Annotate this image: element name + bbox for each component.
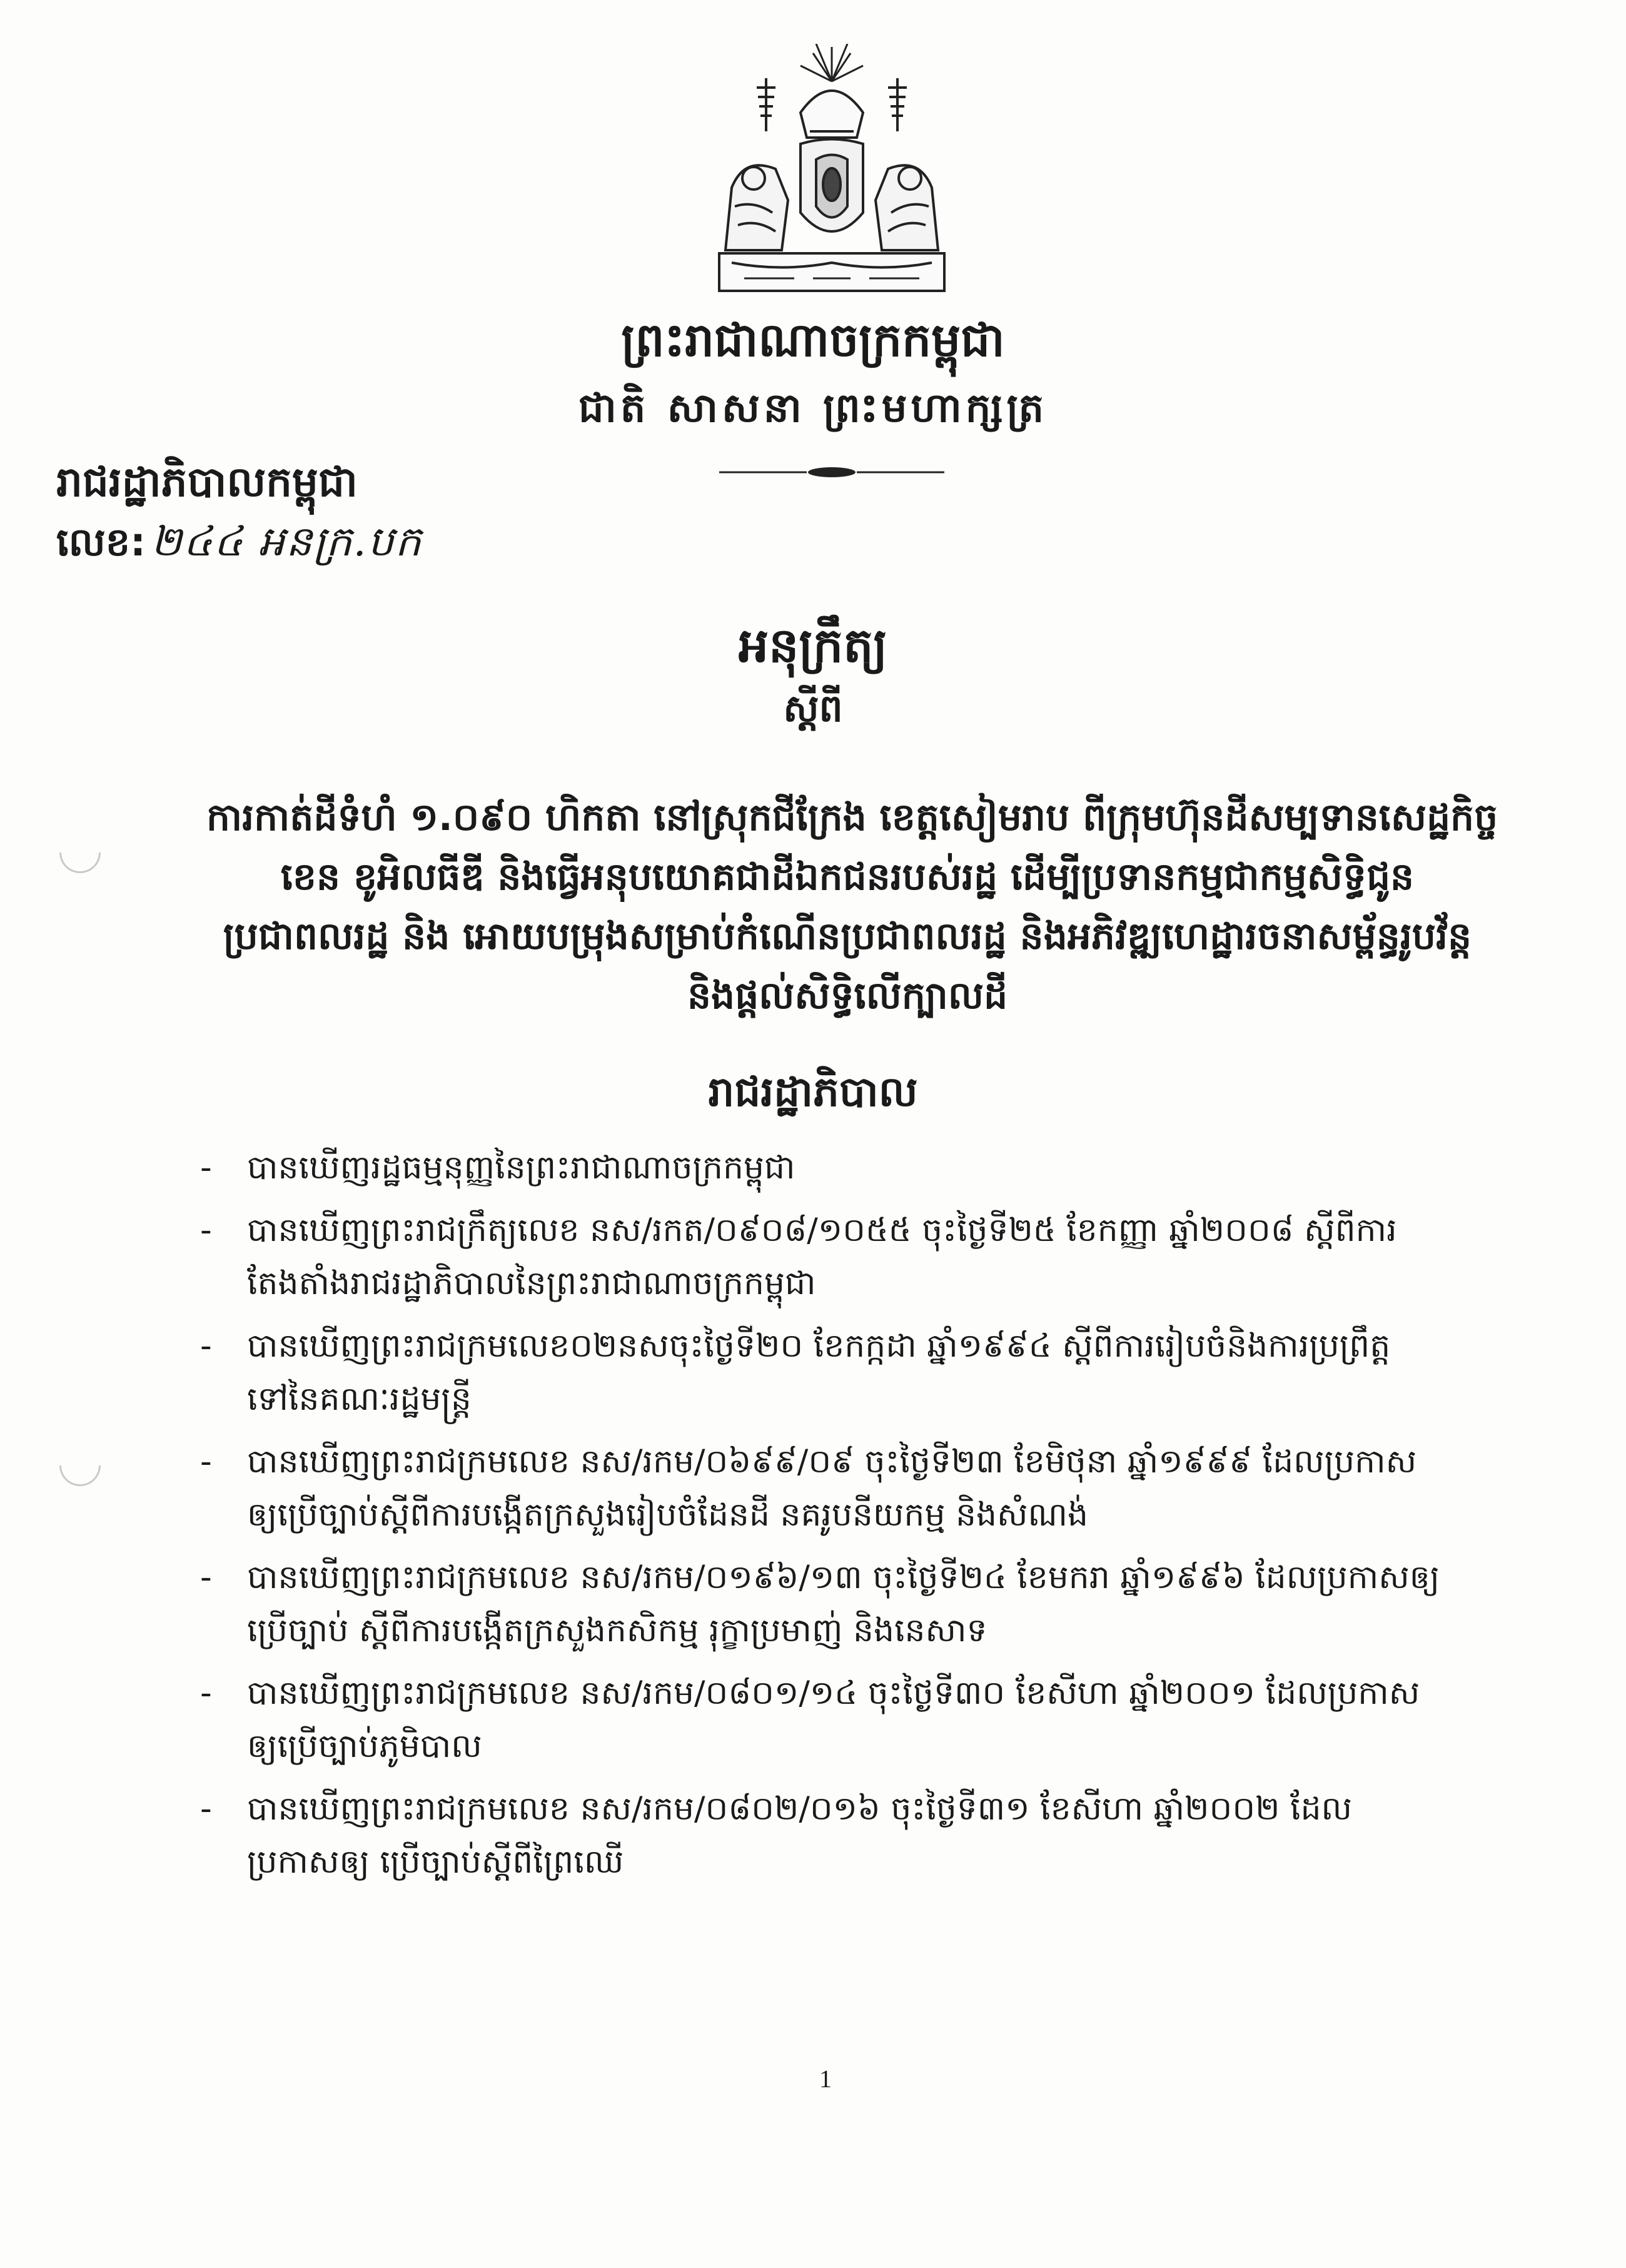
list-dash: - [200, 1674, 212, 1712]
kingdom-title: ព្រះរាជាណាចក្រកម្ពុជា [621, 313, 1005, 367]
document-number-value: ២៤៤ អនក្រ.បក [150, 517, 423, 565]
list-dash: - [200, 1149, 212, 1187]
document-number [56, 516, 422, 576]
consideration-line: ឲ្យប្រើច្បាប់ស្តីពីការបង្កើតក្រសួងរៀបចំដែនដី នគរូបនីយកម្ម និងសំណង់ [247, 1496, 1088, 1534]
consideration-item [200, 1783, 1482, 1889]
consideration-line: បានឃើញព្រះរាជក្រមលេខ នស/រកម/០៨០២/០១៦ ចុះថ្ងៃទី៣១ ខែសីហា ឆ្នាំ២០០២ ដែល [247, 1790, 1353, 1828]
considerations-list [200, 1142, 1482, 1898]
list-dash: - [200, 1790, 212, 1828]
document-subject [206, 788, 1498, 1026]
consideration-line: បានឃើញព្រះរាជក្រឹត្យលេខ នស/រកត/០៩០៨/១០៥៥ ចុះថ្ងៃទី២៥ ខែកញ្ញា ឆ្នាំ២០០៨ ស្តីពីការ [247, 1212, 1397, 1249]
list-dash: - [200, 1443, 212, 1481]
consideration-item [200, 1667, 1482, 1773]
document-type-title: អនុក្រឹត្យ [738, 617, 888, 673]
consideration-item [200, 1551, 1482, 1658]
punch-hole-mark [51, 823, 109, 881]
issuer-heading: រាជរដ្ឋាភិបាល [708, 1068, 918, 1116]
subject-line: និងផ្តល់សិទ្ធិលើក្បាលដី [687, 974, 1008, 1018]
consideration-line: តែងតាំងរាជរដ្ឋាភិបាលនៃព្រះរាជាណាចក្រកម្ពុជា [247, 1265, 816, 1302]
consideration-item [200, 1204, 1482, 1310]
punch-hole-mark [51, 1436, 109, 1494]
consideration-item [200, 1320, 1482, 1426]
consideration-line: បានឃើញព្រះរាជក្រមលេខ នស/រកម/០៨០១/១៤ ចុះថ្ងៃទី៣០ ខែសីហា ឆ្នាំ២០០១ ដែលប្រកាស [247, 1674, 1420, 1712]
issuing-authority: រាជរដ្ឋាភិបាលកម្ពុជា [56, 458, 358, 506]
subject-line: ខេន ខូអិលធីឌី និងធ្វើអនុបយោគជាដីឯកជនរបស់រដ្ឋ ដើម្បីប្រទានកម្មជាកម្មសិទ្ធិជូន [280, 855, 1415, 899]
consideration-line: ទៅនៃគណៈរដ្ឋមន្ត្រី [247, 1380, 472, 1418]
document-about-label: ស្តីពី [783, 687, 843, 731]
subject-line: ប្រជាពលរដ្ឋ និង អោយបម្រុងសម្រាប់កំណើនប្រជាពលរដ្ឋ និងអភិវឌ្ឍហេដ្ឋារចនាសម្ព័ន្ធរូបវ័ន្ត [223, 914, 1472, 958]
consideration-line: ប្រកាសឲ្យ ប្រើច្បាប់ស្តីពីព្រៃឈើ [247, 1843, 624, 1881]
consideration-line: បានឃើញព្រះរាជក្រមលេខ នស/រកម/០១៩៦/១៣ ចុះថ្ងៃទី២៤ ខែមករា ឆ្នាំ១៩៩៦ ដែលប្រកាសឲ្យ [247, 1559, 1440, 1596]
consideration-line: ប្រើច្បាប់ ស្តីពីការបង្កើតក្រសួងកសិកម្ម រុក្ខាប្រមាញ់ និងនេសាទ [247, 1612, 987, 1649]
consideration-line: បានឃើញរដ្ឋធម្មនុញ្ញនៃព្រះរាជាណាចក្រកម្ពុជា [247, 1149, 795, 1187]
list-dash: - [200, 1327, 212, 1365]
document-number-label: លេខ: [56, 519, 146, 565]
subject-line: ការកាត់ដីទំហំ ១.០៩០ ហិកតា នៅស្រុកជីក្រែង ខេត្តសៀមរាប ពីក្រុមហ៊ុនដីសម្បទានសេដ្ឋកិច្ច [206, 796, 1498, 839]
royal-coat-of-arms-icon [707, 44, 957, 297]
consideration-line: បានឃើញព្រះរាជក្រមលេខ០២នសចុះថ្ងៃទី២០ ខែកក្កដា ឆ្នាំ១៩៩៤ ស្តីពីការរៀបចំនិងការប្រព្រឹត្ត [247, 1327, 1391, 1365]
consideration-item [200, 1142, 1482, 1195]
page-number: 1 [819, 2065, 832, 2093]
list-dash: - [200, 1212, 212, 1249]
consideration-item [200, 1435, 1482, 1542]
consideration-line: ឲ្យប្រើច្បាប់ភូមិបាល [247, 1728, 482, 1765]
list-dash: - [200, 1559, 212, 1596]
national-motto: ជាតិ សាសនា ព្រះមហាក្សត្រ [578, 385, 1048, 432]
consideration-line: បានឃើញព្រះរាជក្រមលេខ នស/រកម/០៦៩៩/០៩ ចុះថ្ងៃទី២៣ ខែមិថុនា ឆ្នាំ១៩៩៩ ដែលប្រកាស [247, 1443, 1417, 1481]
ornamental-divider-icon [719, 466, 944, 478]
